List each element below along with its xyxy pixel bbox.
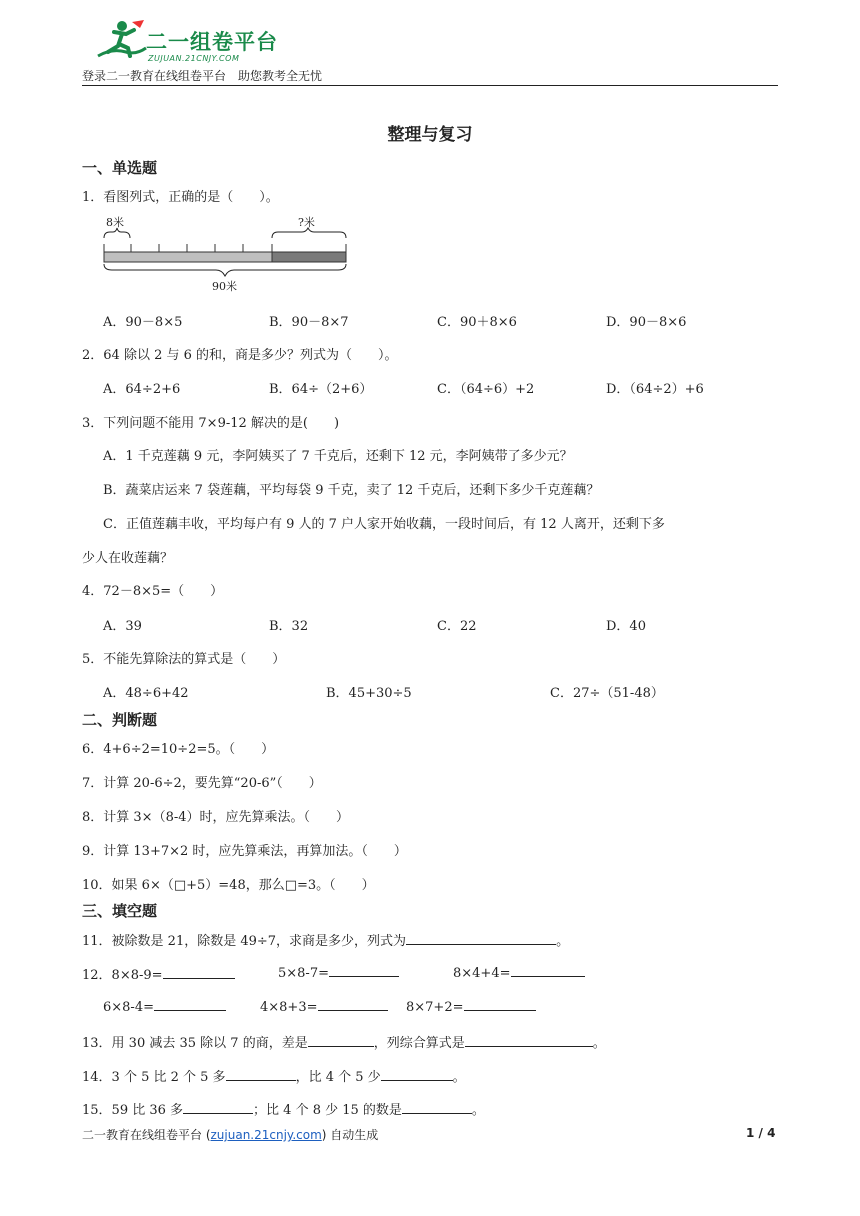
q14-text-b: ，比 4 个 5 少 [295, 1070, 381, 1085]
q13-text-c: 。 [592, 1036, 606, 1051]
q1-option-c: C．90＋8×6 [437, 315, 517, 330]
q15-text-b: ；比 4 个 8 少 15 的数是 [253, 1103, 402, 1118]
header-tagline: 登录二一教育在线组卷平台 助您教考全无忧 [82, 69, 323, 83]
question-1-stem: 1．看图列式，正确的是（ ）。 [82, 190, 279, 205]
q3-option-c: C．正值莲藕丰收，平均每户有 9 人的 7 户人家开始收藕，一段时间后，有 12 人离开，还剩下多 [103, 517, 665, 532]
question-12-item-3 [453, 964, 585, 981]
question-15 [82, 1099, 485, 1118]
q12-blank-5[interactable] [318, 998, 388, 1011]
question-12-item-5 [260, 998, 388, 1015]
q12-item-6: 8×7+2= [406, 1000, 464, 1015]
q15-blank-1[interactable] [183, 1101, 253, 1114]
q4-option-a: A．39 [103, 619, 142, 634]
q4-option-b: B．32 [269, 619, 309, 634]
question-9: 9．计算 13+7×2 时，应先算乘法，再算加法。（ ） [82, 844, 407, 859]
header-divider [82, 85, 778, 86]
question-7: 7．计算 20-6÷2，要先算“20-6”（ ） [82, 776, 322, 791]
question-2-stem: 2．64 除以 2 与 6 的和，商是多少？列式为（ ）。 [82, 348, 398, 363]
footer-text-b: ) 自动生成 [321, 1128, 379, 1142]
question-12-item-6 [406, 998, 536, 1015]
diagram-right-label: ?米 [298, 216, 315, 229]
q14-blank-2[interactable] [381, 1068, 453, 1081]
question-8: 8．计算 3×（8-4）时，应先算乘法。（ ） [82, 810, 350, 825]
q11-text: 11．被除数是 21，除数是 49÷7，求商是多少，列式为 [82, 934, 407, 949]
q3-option-a: A．1 千克莲藕 9 元，李阿姨买了 7 千克后，还剩下 12 元，李阿姨带了多少元？ [103, 449, 573, 464]
q5-option-a: A．48÷6+42 [103, 686, 189, 701]
q11-end: 。 [556, 934, 570, 949]
footer-link[interactable]: zujuan.21cnjy.com [210, 1128, 322, 1142]
runner-logo-icon [92, 18, 148, 64]
q14-text-a: 14．3 个 5 比 2 个 5 多 [82, 1070, 226, 1085]
q14-blank-1[interactable] [226, 1068, 296, 1081]
q12-blank-2[interactable] [329, 964, 399, 977]
q13-blank-1[interactable] [308, 1034, 374, 1047]
question-10: 10．如果 6×（□+5）=48，那么□=3。（ ） [82, 878, 375, 893]
q2-option-d: D．（64÷2）+6 [606, 382, 704, 397]
q11-blank[interactable] [406, 932, 556, 945]
q12-item-4: 6×8-4= [103, 1000, 154, 1015]
q13-text-b: ，列综合算式是 [373, 1036, 465, 1051]
question-5-stem: 5．不能先算除法的算式是（ ） [82, 652, 286, 667]
q13-text-a: 13．用 30 减去 35 除以 7 的商，差是 [82, 1036, 308, 1051]
q2-option-c: C．（64÷6）+2 [437, 382, 535, 397]
question-12-item-4 [103, 998, 226, 1015]
diagram-left-label: 8米 [106, 216, 124, 229]
q3-option-c-cont: 少人在收莲藕？ [82, 551, 174, 566]
q12-item-1: 12．8×8-9= [82, 968, 163, 983]
q5-option-c: C．27÷（51-48） [550, 686, 664, 701]
diagram-total-label: 90米 [212, 280, 237, 293]
page-title: 整理与复习 [387, 125, 473, 145]
q1-option-d: D．90－8×6 [606, 315, 687, 330]
q2-option-a: A．64÷2+6 [103, 382, 181, 397]
q14-text-c: 。 [452, 1070, 466, 1085]
section-heading-true-false: 二、判断题 [82, 711, 158, 729]
q12-item-3: 8×4+4= [453, 966, 511, 981]
q12-blank-4[interactable] [154, 998, 226, 1011]
q12-blank-1[interactable] [163, 966, 235, 979]
question-13 [82, 1032, 606, 1051]
logo-text: 二一组卷平台 [146, 30, 278, 54]
logo-subtext: ZUJUAN.21CNJY.COM [148, 54, 240, 63]
section-heading-single-choice: 一、单选题 [82, 159, 158, 177]
question-3-stem: 3．下列问题不能用 7×9-12 解决的是( ) [82, 416, 340, 431]
q4-option-d: D．40 [606, 619, 646, 634]
q5-option-b: B．45+30÷5 [326, 686, 412, 701]
question-11 [82, 930, 569, 949]
section-heading-fill-blank: 三、填空题 [82, 902, 158, 920]
q12-blank-6[interactable] [464, 998, 536, 1011]
q13-blank-2[interactable] [465, 1034, 593, 1047]
q3-option-b: B．蔬菜店运来 7 袋莲藕，平均每袋 9 千克，卖了 12 千克后，还剩下多少千克莲藕？ [103, 483, 600, 498]
q4-option-c: C．22 [437, 619, 477, 634]
q2-option-b: B．64÷（2+6） [269, 382, 373, 397]
q12-item-2: 5×8-7= [278, 966, 329, 981]
question-4-stem: 4．72－8×5=（ ） [82, 584, 224, 599]
q15-text-a: 15．59 比 36 多 [82, 1103, 184, 1118]
q15-blank-2[interactable] [402, 1101, 472, 1114]
question-12-item-2 [278, 964, 399, 981]
q15-text-c: 。 [471, 1103, 485, 1118]
page-number: 1 / 4 [746, 1126, 776, 1140]
footer-text-a: 二一教育在线组卷平台 ( [82, 1128, 211, 1142]
question-6: 6．4+6÷2=10÷2=5。（ ） [82, 742, 275, 757]
question-14 [82, 1066, 466, 1085]
question-12-row1 [82, 964, 235, 983]
q1-option-b: B．90－8×7 [269, 315, 349, 330]
q1-option-a: A．90－8×5 [103, 315, 183, 330]
footer-source [82, 1126, 378, 1143]
question-1-diagram [98, 212, 358, 296]
q12-blank-3[interactable] [511, 964, 585, 977]
q12-item-5: 4×8+3= [260, 1000, 318, 1015]
